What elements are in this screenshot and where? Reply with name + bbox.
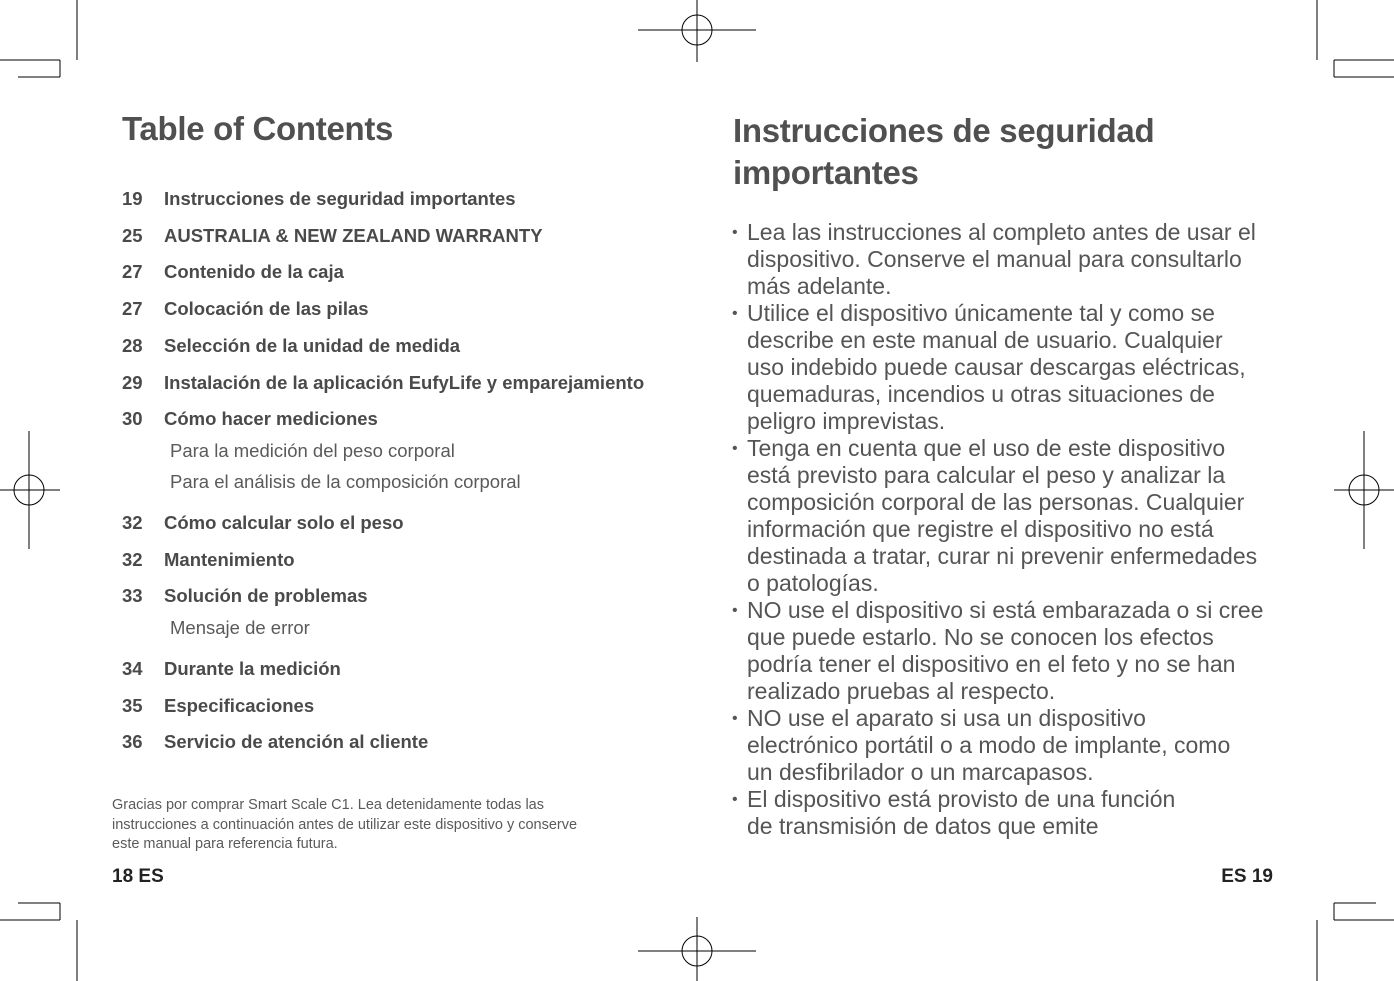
toc-page-number: 36 (122, 731, 143, 753)
bullet-line: describe en este manual de usuario. Cualquier (747, 327, 1223, 353)
toc-entry (122, 298, 682, 324)
bullet-line: más adelante. (747, 273, 892, 299)
toc-entry (122, 372, 682, 398)
bullet-line: un desfibrilador o un marcapasos. (747, 759, 1094, 785)
thanks-line: este manual para referencia futura. (112, 836, 338, 852)
toc-entry-label: Contenido de la caja (164, 261, 344, 283)
bullet-line: que puede estarlo. No se conocen los efectos (747, 624, 1214, 650)
toc-entry-label: Instrucciones de seguridad importantes (164, 188, 516, 209)
toc-entry (122, 512, 682, 538)
bullet-icon: • (732, 305, 738, 322)
bullet-line: dispositivo. Conserve el manual para consultarlo (747, 246, 1242, 272)
bullet-line: o patologías. (747, 570, 879, 596)
toc-subentry: Para la medición del peso corporal (170, 439, 455, 461)
toc-entry-label: Cómo calcular solo el peso (164, 511, 404, 533)
bullet-line: realizado pruebas al respecto. (747, 678, 1056, 704)
toc-page-number: 19 (122, 188, 143, 209)
toc-page-number: 33 (122, 585, 143, 607)
bullet-line: está previsto para calcular el peso y analizar la (747, 462, 1226, 488)
toc-page-number: 32 (122, 548, 143, 570)
toc-entry-label: Mantenimiento (164, 548, 295, 570)
bullet-line: destinada a tratar, curar ni prevenir enfermedades (747, 543, 1258, 569)
toc-page-number: 34 (122, 658, 143, 679)
thanks-line: Gracias por comprar Smart Scale C1. Lea detenidamente todas las (112, 797, 544, 813)
bullet-icon: • (732, 602, 738, 619)
toc-entry (122, 549, 682, 575)
toc-subentry: Mensaje de error (170, 617, 310, 638)
toc-entry (122, 658, 682, 684)
toc-entry-label: Servicio de atención al cliente (164, 731, 429, 753)
toc-entry (122, 335, 682, 361)
bullet-line: Lea las instrucciones al completo antes de usar el (747, 219, 1256, 245)
toc-entry-label: Instalación de la aplicación EufyLife y emparejamiento (164, 371, 645, 393)
safety-bullet (732, 219, 1292, 300)
thanks-line: instrucciones a continuación antes de utilizar este dispositivo y conserve (112, 816, 578, 833)
toc-page-number: 30 (122, 408, 143, 430)
page-number-left: 18 ES (112, 866, 164, 887)
page-number-right: ES 19 (1221, 866, 1273, 887)
toc-entry (122, 188, 682, 214)
toc-page-number: 32 (122, 511, 143, 533)
toc-entry-label: AUSTRALIA & NEW ZEALAND WARRANTY (164, 224, 543, 246)
toc-page-number: 27 (122, 298, 143, 320)
bullet-line: información que registre el dispositivo no está (747, 516, 1214, 542)
safety-bullet (732, 597, 1292, 705)
toc-entry-label: Durante la medición (164, 658, 341, 679)
toc-entry (122, 695, 682, 721)
toc-page-number: 28 (122, 334, 143, 356)
section-title-line: Instrucciones de seguridad (733, 112, 1155, 149)
section-title (733, 110, 1293, 194)
bullet-line: NO use el dispositivo si está embarazada o si cree (747, 597, 1264, 623)
toc-entry (122, 731, 682, 757)
safety-bullet (732, 786, 1292, 840)
toc-title: Table of Contents (122, 110, 394, 147)
bullet-line: Utilice el dispositivo únicamente tal y como se (747, 300, 1215, 326)
safety-bullet (732, 435, 1292, 597)
bullet-icon: • (732, 224, 738, 241)
bullet-icon: • (732, 440, 738, 457)
bullet-line: quemaduras, incendios u otras situaciones de (747, 381, 1215, 407)
bullet-line: El dispositivo está provisto de una función (747, 786, 1176, 812)
thanks-note (112, 796, 652, 855)
toc-entry-label: Especificaciones (164, 694, 315, 716)
toc-entry-label: Solución de problemas (164, 585, 368, 607)
bullet-line: de transmisión de datos que emite (747, 813, 1099, 839)
safety-bullet (732, 705, 1292, 786)
toc-entry (122, 408, 682, 434)
toc-page-number: 25 (122, 224, 143, 246)
toc-entry-label: Colocación de las pilas (164, 298, 369, 320)
bullet-line: uso indebido puede causar descargas eléctricas, (747, 354, 1246, 380)
bullet-line: Tenga en cuenta que el uso de este dispositivo (747, 435, 1226, 461)
bullet-line: peligro imprevistas. (747, 408, 946, 434)
bullet-icon: • (732, 791, 738, 808)
bullet-line: composición corporal de las personas. Cualquier (747, 489, 1245, 515)
toc-entry-label: Selección de la unidad de medida (164, 334, 461, 356)
bullet-line: podría tener el dispositivo en el feto y no se han (747, 651, 1236, 677)
bullet-line: electrónico portátil o a modo de implante, como (747, 732, 1231, 758)
toc-page-number: 35 (122, 694, 143, 716)
safety-bullet-list (732, 219, 1292, 840)
bullet-line: NO use el aparato si usa un dispositivo (747, 705, 1146, 731)
toc-entry (122, 225, 682, 251)
toc-entry (122, 261, 682, 287)
bullet-icon: • (732, 710, 738, 727)
section-title-line: importantes (733, 154, 919, 191)
toc-entry (122, 585, 682, 611)
safety-bullet (732, 300, 1292, 435)
toc-subentry: Para el análisis de la composición corporal (170, 470, 521, 492)
toc-page-number: 27 (122, 261, 143, 283)
toc-entry-label: Cómo hacer mediciones (164, 408, 378, 430)
toc-page-number: 29 (122, 371, 143, 393)
